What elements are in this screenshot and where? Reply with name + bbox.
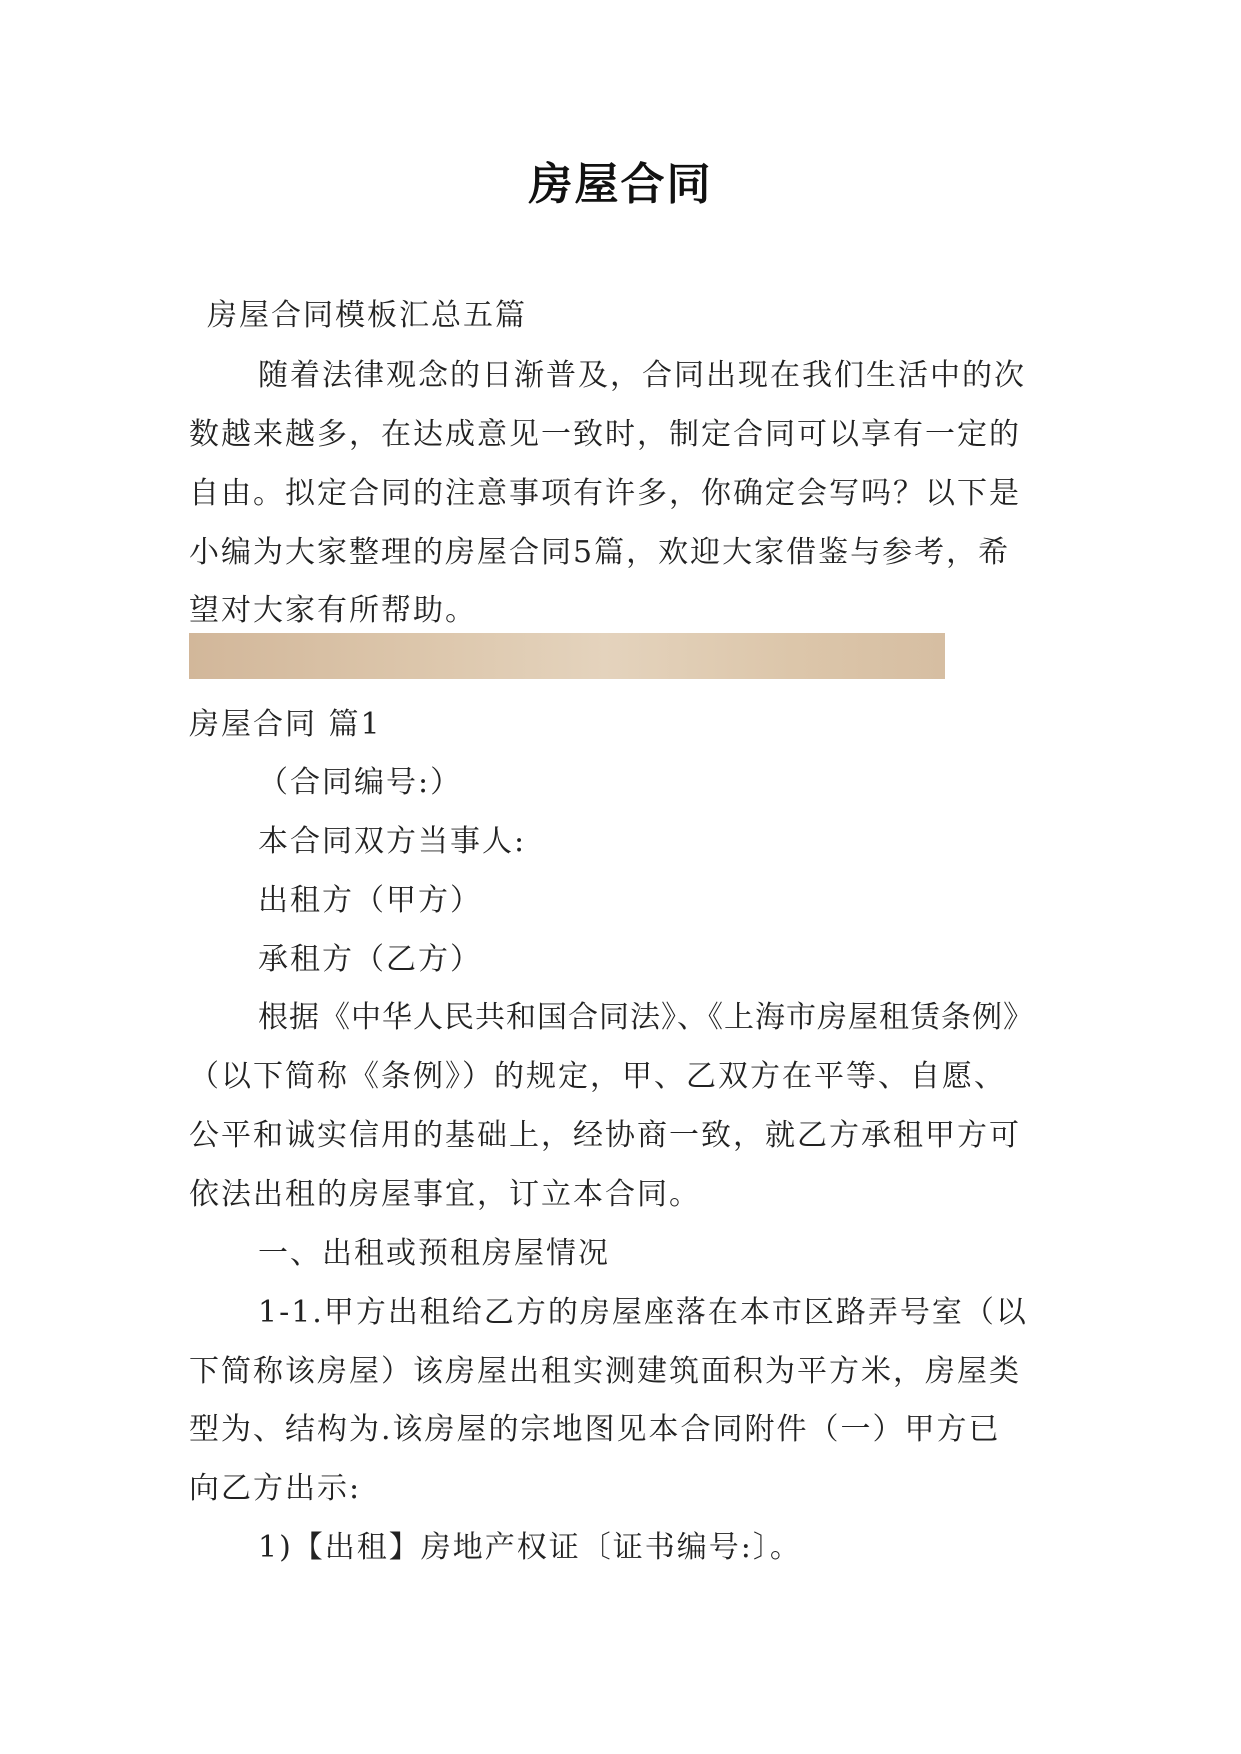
intro-line-4: 小编为大家整理的房屋合同5篇，欢迎大家借鉴与参考，希 — [189, 535, 1011, 570]
intro-line-3: 自由。拟定合同的注意事项有许多，你确定会写吗？以下是 — [189, 476, 1021, 511]
lessee-label: 承租方（乙方） — [258, 942, 482, 977]
clause-heading: 一、出租或预租房屋情况 — [258, 1236, 610, 1271]
document-title: 房屋合同 — [528, 159, 713, 210]
decorative-banner — [189, 633, 945, 679]
document-subtitle: 房屋合同模板汇总五篇 — [207, 298, 527, 333]
intro-line-2: 数越来越多，在达成意见一致时，制定合同可以享有一定的 — [189, 417, 1021, 452]
parties-label: 本合同双方当事人: — [258, 824, 527, 859]
body-line-10: 1-1.甲方出租给乙方的房屋座落在本市区路弄号室（以 — [258, 1295, 1028, 1330]
body-line-7: 公平和诚实信用的基础上，经协商一致，就乙方承租甲方可 — [189, 1118, 1021, 1153]
body-line-12: 型为、结构为.该房屋的宗地图见本合同附件（一）甲方已 — [189, 1412, 1001, 1447]
body-line-13: 向乙方出示: — [189, 1471, 362, 1506]
contract-number: （合同编号:） — [258, 765, 463, 800]
lessor-label: 出租方（甲方） — [258, 883, 482, 918]
section-heading: 房屋合同 篇1 — [189, 707, 382, 742]
body-line-11: 下简称该房屋）该房屋出租实测建筑面积为平方米，房屋类 — [189, 1354, 1021, 1389]
body-line-5: 根据《中华人民共和国合同法》、《上海市房屋租赁条例》 — [258, 1000, 1034, 1035]
intro-line-1: 随着法律观念的日渐普及，合同出现在我们生活中的次 — [258, 358, 1026, 393]
body-line-8: 依法出租的房屋事宜，订立本合同。 — [189, 1177, 701, 1212]
body-line-6: （以下简称《条例》）的规定，甲、乙双方在平等、自愿、 — [189, 1059, 1006, 1094]
intro-line-5: 望对大家有所帮助。 — [189, 593, 477, 628]
body-line-14: 1)【出租】房地产权证〔证书编号:〕。 — [258, 1530, 802, 1565]
